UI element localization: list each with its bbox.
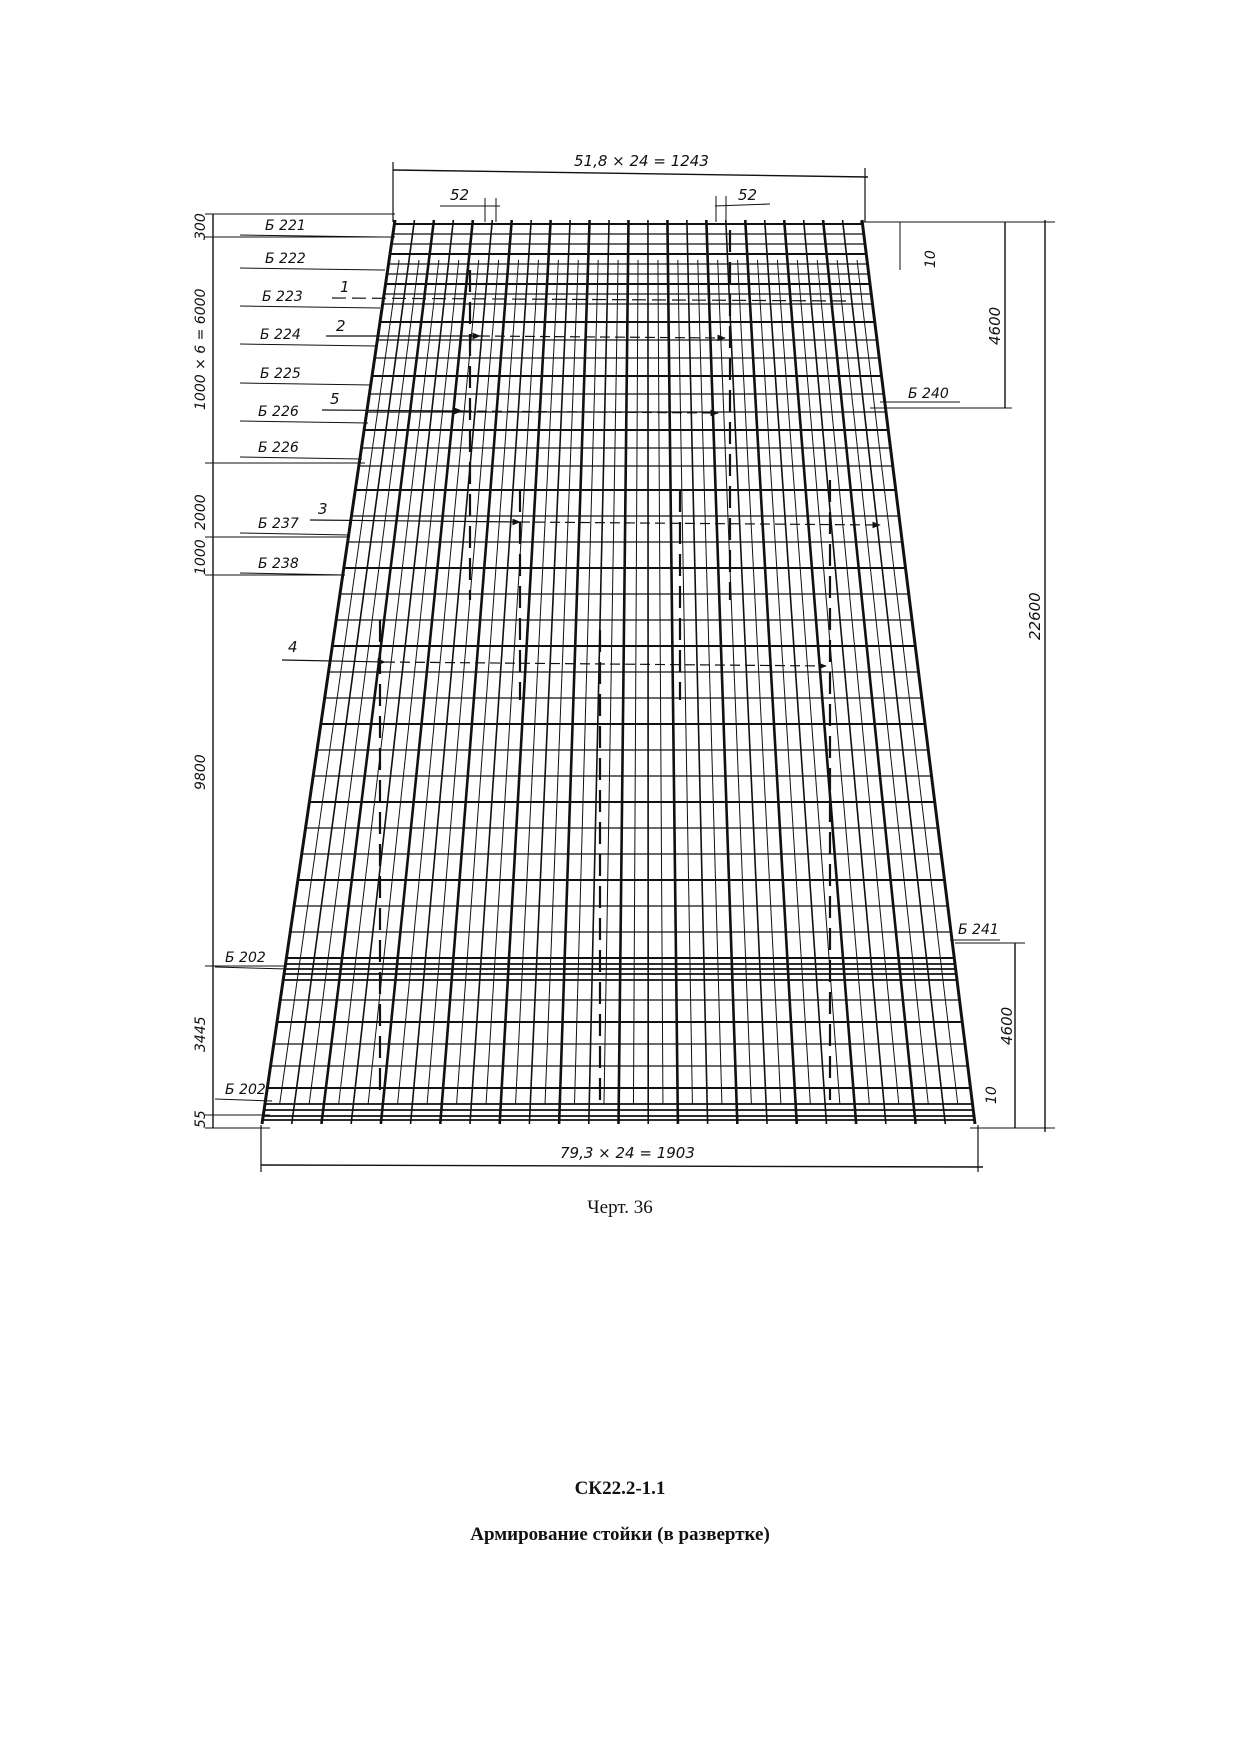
rod-label-left: Б 237 <box>258 516 299 532</box>
left-segment-label: 55 <box>193 1110 209 1128</box>
reinforcement-mesh <box>262 220 975 1124</box>
rod-leader-line <box>240 533 350 535</box>
rod-label-left: Б 202 <box>225 950 266 966</box>
vertical-rod-thin <box>658 260 663 1104</box>
position-marker-1: 1 <box>340 278 350 296</box>
right-bottom-offset-label: 10 <box>984 1086 1000 1104</box>
left-segment-label: 1000 <box>193 539 209 575</box>
rod-label-left: Б 224 <box>260 327 301 343</box>
position-marker-2: 2 <box>336 317 346 335</box>
vertical-rod-thin <box>516 260 559 1104</box>
vertical-rod-thin <box>797 260 869 1104</box>
rod-label-left: Б 222 <box>265 251 306 267</box>
vertical-rod-thin <box>698 260 722 1104</box>
rod-label-left: Б 226 <box>258 404 299 420</box>
vertical-rod-thin <box>486 260 538 1104</box>
rod-leader-line <box>240 421 368 423</box>
rod-leader-line <box>215 967 288 969</box>
rod-leader-line <box>240 306 380 308</box>
rod-leader-line <box>240 383 372 385</box>
right-upper-height-label: 4600 <box>986 306 1004 345</box>
rod-leader-line <box>240 344 375 346</box>
rod-leader-line <box>240 457 362 459</box>
vertical-rod-thin <box>757 260 810 1104</box>
bottom-width-label: 79,3 × 24 = 1903 <box>560 1144 695 1162</box>
rod-label-left: Б 223 <box>262 289 303 305</box>
total-height-label: 22600 <box>1026 592 1044 640</box>
right-rod-labels <box>880 386 1000 940</box>
rod-leader-line <box>240 268 385 270</box>
left-segment-label: 9800 <box>193 754 209 790</box>
left-segment-label: 1000 × 6 = 6000 <box>193 288 209 410</box>
top-left-gap-label: 52 <box>450 186 470 204</box>
right-lower-height-label: 4600 <box>998 1006 1016 1045</box>
rod-label-right-1: Б 240 <box>908 386 949 402</box>
top-right-gap-label: 52 <box>738 186 758 204</box>
vertical-rod-thin <box>574 260 598 1104</box>
position-marker-5: 5 <box>330 390 340 408</box>
bottom-width-dimension <box>261 1125 983 1172</box>
vertical-rod-thin <box>738 260 781 1104</box>
rod-label-left: Б 226 <box>258 440 299 456</box>
position-marker-4: 4 <box>288 638 298 656</box>
rod-label-left: Б 221 <box>265 218 306 234</box>
position-marker-3: 3 <box>318 500 328 518</box>
rod-label-left: Б 238 <box>258 556 299 572</box>
rod-label-left: Б 202 <box>225 1082 266 1098</box>
top-width-label: 51,8 × 24 = 1243 <box>574 152 709 170</box>
left-segment-label: 2000 <box>193 494 209 530</box>
left-segment-label: 300 <box>193 213 209 240</box>
left-dimensions <box>193 213 395 1128</box>
vertical-rod-thin <box>633 260 638 1104</box>
rod-label-right-2: Б 241 <box>958 922 999 938</box>
rod-leader-line <box>215 1099 272 1101</box>
left-segment-label: 3445 <box>193 1016 209 1052</box>
document-code: СК22.2-1.1 <box>574 1478 666 1499</box>
right-top-offset-label: 10 <box>923 250 939 268</box>
document-title: Армирование стойки (в развертке) <box>470 1524 770 1545</box>
figure-caption: Черт. 36 <box>587 1197 653 1218</box>
rod-label-left: Б 225 <box>260 366 301 382</box>
top-gap-dimensions <box>440 186 770 222</box>
